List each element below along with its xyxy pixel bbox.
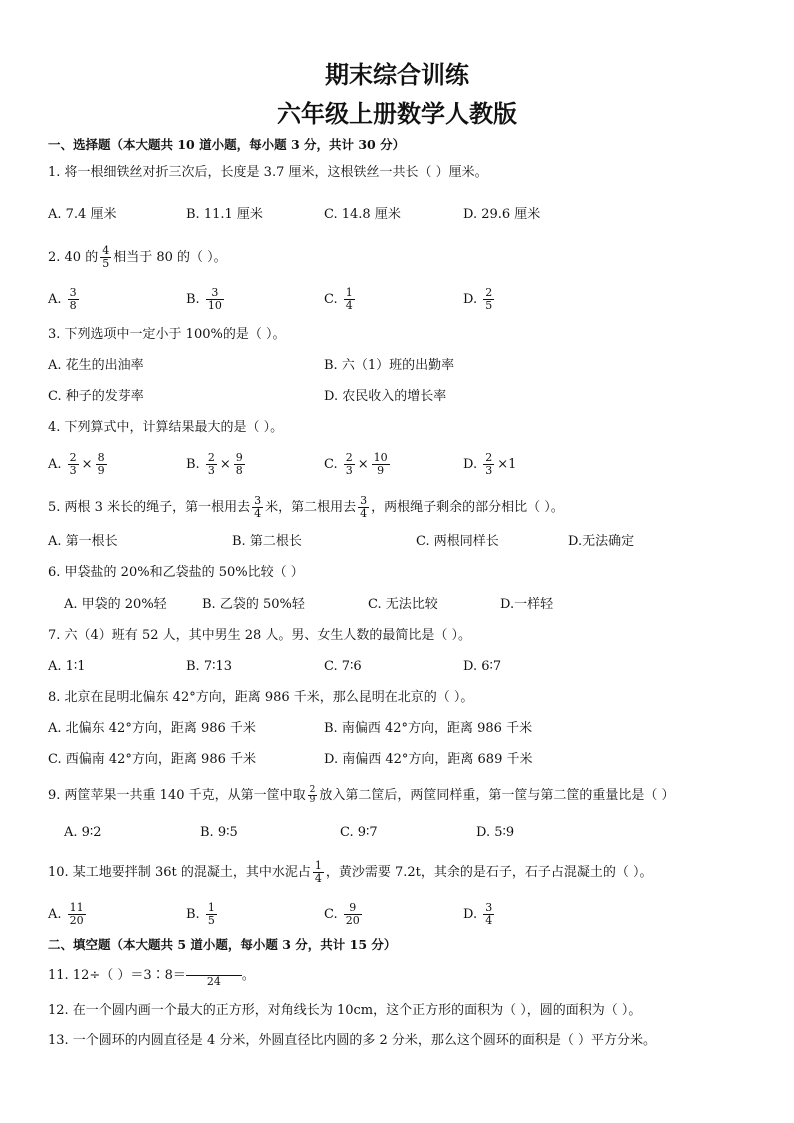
q4-option-c: [324, 452, 392, 477]
q6-option-b: B. 乙袋的 50%轻: [202, 597, 305, 612]
q5-option-c: C. 两根同样长: [416, 534, 499, 549]
q3-option-b: B. 六（1）班的出勤率: [324, 358, 455, 373]
q2-fraction: [100, 245, 111, 270]
q11-text-pre: 11. 12÷（ ）＝3∶8＝: [48, 968, 186, 983]
option-label: C.: [324, 907, 338, 922]
q9-option-a: A. 9∶2: [64, 825, 102, 840]
fraction-numerator: 1: [207, 901, 215, 914]
q10-option-c: [324, 902, 364, 927]
fraction-denominator: 5: [485, 299, 493, 312]
option-fraction: [483, 902, 494, 927]
q2-option-d: [463, 287, 496, 312]
q10-option-d: [463, 902, 496, 927]
option-label: D.: [463, 457, 478, 472]
fraction-denominator: 3: [485, 464, 493, 477]
section-heading-choice: 一、选择题（本大题共 10 道小题，每小题 3 分，共计 30 分）: [48, 137, 406, 152]
fraction-numerator: 10: [373, 451, 388, 464]
q1-option-c: C. 14.8 厘米: [324, 207, 401, 222]
q5-text-mid: 米，第二根用去: [265, 500, 357, 515]
option-fraction: [206, 902, 217, 927]
q2-option-a: [48, 287, 81, 312]
question-8: 8. 北京在昆明北偏东 42°方向，距离 986 千米，那么昆明在北京的（ ）。: [48, 690, 474, 705]
fraction-denominator: 10: [207, 299, 222, 312]
fraction-numerator: 2: [485, 286, 493, 299]
q3-option-c: C. 种子的发芽率: [48, 389, 144, 404]
q6-option-c: C. 无法比较: [368, 597, 438, 612]
fraction-numerator: 2: [485, 451, 493, 464]
fraction-numerator: 3: [206, 287, 224, 300]
fraction-denominator: 9: [377, 464, 385, 477]
page-subtitle: 六年级上册数学人教版: [277, 99, 517, 128]
q9-text-pre: 9. 两筐苹果一共重 140 千克，从第一筐中取: [48, 788, 306, 803]
operator: ×: [357, 456, 369, 472]
fraction-denominator: 9: [309, 795, 316, 805]
fraction-denominator: 4: [485, 914, 493, 927]
q1-option-b: B. 11.1 厘米: [186, 207, 263, 222]
fraction-denominator: 3: [69, 464, 77, 477]
fraction-a: [483, 452, 494, 477]
q10-option-a: [48, 902, 88, 927]
q9-option-d: D. 5∶9: [476, 825, 515, 840]
fraction-numerator: 3: [69, 286, 77, 299]
q7-option-c: C. 7∶6: [324, 659, 362, 674]
question-12: 12. 在一个圆内画一个最大的正方形，对角线长为 10cm，这个正方形的面积为（ ），圆的面积为（ ）。: [48, 1003, 642, 1018]
option-label: D.: [463, 292, 478, 307]
q9-option-b: B. 9∶5: [200, 825, 238, 840]
option-fraction: [344, 287, 355, 312]
fraction-numerator: 3: [485, 901, 493, 914]
fraction-numerator: 9: [344, 902, 362, 915]
fraction-numerator: 11: [69, 901, 84, 914]
operator: ×: [81, 456, 93, 472]
q4-option-a: [48, 452, 109, 477]
q10-fraction: [313, 860, 324, 885]
fraction-denominator: 8: [69, 299, 77, 312]
q5-fraction-2: [358, 495, 369, 520]
fraction-a: [206, 452, 217, 477]
operator: ×: [219, 456, 231, 472]
option-label: D.: [463, 907, 478, 922]
fraction-numerator: 1: [314, 859, 322, 872]
question-3: 3. 下列选项中一定小于 100%的是（ ）。: [48, 327, 286, 342]
q2-text-post: 相当于 80 的（ ）。: [113, 250, 227, 265]
option-label: B.: [186, 907, 200, 922]
option-label: C.: [324, 457, 338, 472]
fraction-numerator: 8: [97, 451, 105, 464]
fraction-b: [372, 452, 390, 477]
section-heading-fill: 二、填空题（本大题共 5 道小题，每小题 3 分，共计 15 分）: [48, 937, 397, 952]
q10-text-post: ，黄沙需要 7.2t，其余的是石子，石子占混凝土的（ ）。: [325, 865, 653, 880]
q8-option-c: C. 西偏南 42°方向，距离 986 千米: [48, 752, 257, 767]
option-label: A.: [48, 292, 62, 307]
q10-text-pre: 10. 某工地要拌制 36t 的混凝土，其中水泥占: [48, 865, 311, 880]
q2-text-pre: 2. 40 的: [48, 250, 99, 265]
question-7: 7. 六（4）班有 52 人，其中男生 28 人。男、女生人数的最简比是（ ）。: [48, 628, 472, 643]
fraction-numerator: 9: [235, 451, 243, 464]
q5-option-a: A. 第一根长: [48, 534, 118, 549]
q1-option-d: D. 29.6 厘米: [463, 207, 541, 222]
fraction-denominator: 4: [360, 507, 368, 520]
fraction-denominator: 9: [97, 464, 105, 477]
option-label: B.: [186, 292, 200, 307]
question-4: 4. 下列算式中，计算结果最大的是（ ）。: [48, 420, 284, 435]
q3-option-d: D. 农民收入的增长率: [324, 389, 447, 404]
operator: ×1: [497, 456, 517, 472]
q7-option-b: B. 7∶13: [186, 659, 233, 674]
fraction-numerator: 4: [102, 244, 110, 257]
option-fraction: [483, 287, 494, 312]
option-fraction: [206, 287, 224, 312]
q10-option-b: [186, 902, 219, 927]
fraction-denominator: 3: [345, 464, 353, 477]
fraction-denominator: 20: [345, 914, 360, 927]
q6-option-a: A. 甲袋的 20%轻: [64, 597, 167, 612]
question-10: [48, 860, 653, 885]
fraction-denominator: 4: [345, 299, 353, 312]
fraction-numerator: 2: [207, 451, 215, 464]
q8-option-a: A. 北偏东 42°方向，距离 986 千米: [48, 721, 256, 736]
fraction-b: [96, 452, 107, 477]
question-2: [48, 245, 227, 270]
q11-fraction-blank: [186, 963, 242, 988]
q9-fraction: [308, 786, 318, 805]
option-label: A.: [48, 907, 62, 922]
q2-option-b: [186, 287, 226, 312]
q5-fraction-1: [252, 495, 263, 520]
fraction-denominator: 5: [207, 914, 215, 927]
fraction-denominator: 5: [102, 257, 110, 270]
q7-option-d: D. 6∶7: [463, 659, 502, 674]
q1-option-a: A. 7.4 厘米: [48, 207, 117, 222]
q2-option-c: [324, 287, 357, 312]
q5-text-pre: 5. 两根 3 米长的绳子，第一根用去: [48, 500, 251, 515]
q7-option-a: A. 1∶1: [48, 659, 86, 674]
fraction-b: [234, 452, 245, 477]
question-13: 13. 一个圆环的内圆直径是 4 分米，外圆直径比内圆的多 2 分米，那么这个圆环的面积是（ ）平方分米。: [48, 1033, 657, 1048]
option-label: A.: [48, 457, 62, 472]
option-label: B.: [186, 457, 200, 472]
fraction-numerator: 1: [345, 286, 353, 299]
option-fraction: [68, 287, 79, 312]
fraction-denominator: 3: [207, 464, 215, 477]
fraction-numerator: 2: [69, 451, 77, 464]
fraction-a: [344, 452, 355, 477]
q9-text-post: 放入第二筐后，两筐同样重，第一筐与第二筐的重量比是（ ）: [319, 788, 675, 803]
q5-text-post: ，两根绳子剩余的部分相比（ ）。: [371, 500, 564, 515]
page-title: 期末综合训练: [325, 60, 469, 89]
fraction-numerator: 2: [309, 785, 316, 795]
option-fraction: [68, 902, 86, 927]
fraction-denominator: 20: [69, 914, 84, 927]
question-1: 1. 将一根细铁丝对折三次后，长度是 3.7 厘米，这根铁丝一共长（ ）厘米。: [48, 165, 488, 180]
q4-option-b: [186, 452, 247, 477]
q6-option-d: D.一样轻: [500, 597, 554, 612]
fraction-numerator: 2: [345, 451, 353, 464]
q8-option-b: B. 南偏西 42°方向，距离 986 千米: [324, 721, 533, 736]
option-label: C.: [324, 292, 338, 307]
q8-option-d: D. 南偏西 42°方向，距离 689 千米: [324, 752, 533, 767]
fraction-numerator: 3: [254, 494, 262, 507]
fraction-a: [68, 452, 79, 477]
option-fraction: [344, 902, 362, 927]
q3-option-a: A. 花生的出油率: [48, 358, 144, 373]
question-9: [48, 786, 675, 806]
q11-text-post: 。: [241, 968, 255, 983]
question-5: [48, 495, 564, 520]
fraction-denominator: 4: [314, 872, 322, 885]
q9-option-c: C. 9∶7: [340, 825, 378, 840]
fraction-numerator: 3: [360, 494, 368, 507]
question-6: 6. 甲袋盐的 20%和乙袋盐的 50%比较（ ）: [48, 565, 304, 580]
fraction-denominator: 24: [206, 975, 221, 988]
fraction-denominator: 8: [235, 464, 243, 477]
q4-option-d: [463, 452, 517, 477]
q5-option-b: B. 第二根长: [232, 534, 302, 549]
fraction-denominator: 4: [254, 507, 262, 520]
q5-option-d: D.无法确定: [568, 534, 635, 549]
question-11: [48, 963, 255, 988]
